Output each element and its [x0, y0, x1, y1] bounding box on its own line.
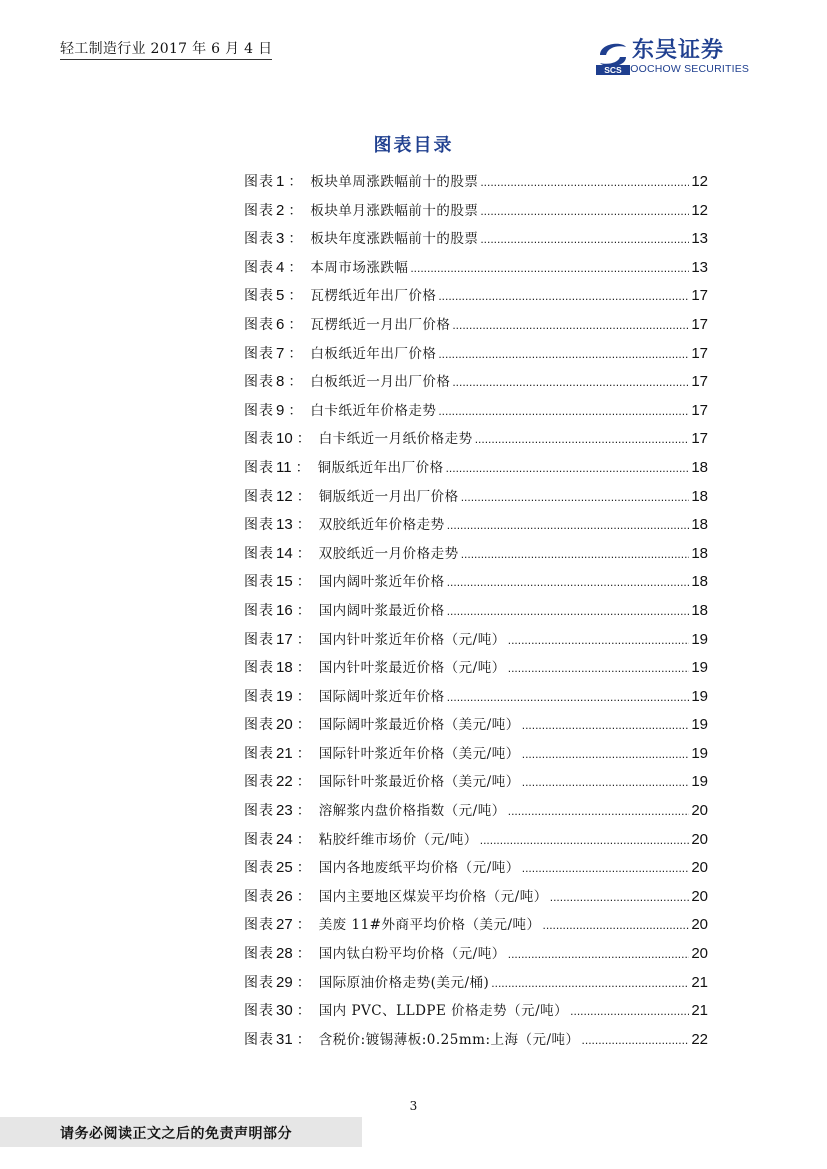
header-report-info: 轻工制造行业 2017 年 6 月 4 日	[60, 38, 272, 60]
toc-label: 含税价:镀锡薄板:0.25mm:上海（元/吨）	[318, 1031, 580, 1048]
toc-figure-prefix: 图表	[244, 288, 274, 305]
toc-colon: ：	[296, 1003, 311, 1020]
toc-entry[interactable]	[244, 542, 708, 571]
toc-figure-prefix: 图表	[244, 631, 274, 648]
toc-entry[interactable]	[244, 370, 708, 399]
toc-colon: ：	[296, 631, 311, 648]
toc-figure-number: 1	[276, 173, 285, 190]
toc-figure-prefix: 图表	[244, 545, 274, 562]
toc-dot-leader	[447, 690, 690, 704]
toc-colon: ：	[296, 774, 311, 791]
toc-page-number: 18	[691, 458, 708, 476]
toc-entry[interactable]	[244, 513, 708, 542]
toc-dot-leader	[522, 747, 690, 761]
toc-page-number: 22	[691, 1030, 708, 1048]
toc-figure-prefix: 图表	[244, 602, 274, 619]
toc-colon: ：	[296, 688, 311, 705]
toc-dot-leader	[461, 490, 690, 504]
toc-colon: ：	[296, 1031, 311, 1048]
toc-label: 国内各地废纸平均价格（元/吨）	[318, 860, 520, 877]
page-title: 图表目录	[373, 135, 454, 156]
toc-page-number: 18	[691, 544, 708, 562]
toc-page-number: 19	[691, 659, 708, 677]
toc-figure-number: 28	[276, 945, 293, 963]
toc-colon: ：	[296, 946, 311, 963]
toc-entry[interactable]	[244, 1028, 708, 1057]
toc-figure-number: 26	[276, 887, 293, 905]
toc-page-number: 18	[691, 573, 708, 591]
toc-figure-prefix: 图表	[244, 517, 274, 534]
toc-figure-number: 22	[276, 773, 293, 791]
toc-page-number: 19	[691, 744, 708, 762]
toc-label: 国际针叶浆近年价格（美元/吨）	[318, 745, 520, 762]
toc-figure-number: 3	[276, 230, 285, 248]
toc-figure-number: 29	[276, 973, 293, 991]
footer-bar	[0, 1117, 362, 1147]
toc-dot-leader	[480, 833, 690, 847]
company-logo	[596, 37, 761, 75]
toc-page-number: 12	[691, 201, 708, 219]
toc-figure-number: 30	[276, 1002, 293, 1020]
toc-entry[interactable]	[244, 599, 708, 628]
toc-figure-number: 4	[276, 258, 285, 276]
toc-entry[interactable]	[244, 913, 708, 942]
toc-dot-leader	[438, 289, 689, 303]
toc-figure-prefix: 图表	[244, 831, 274, 848]
toc-dot-leader	[508, 804, 690, 818]
toc-page-number: 18	[691, 516, 708, 534]
toc-label: 双胶纸近一月价格走势	[318, 545, 459, 562]
toc-figure-number: 19	[276, 687, 293, 705]
toc-figure-prefix: 图表	[244, 402, 274, 419]
toc-label: 国际阔叶浆近年价格	[318, 688, 445, 705]
toc-page-number: 17	[691, 430, 708, 448]
toc-label: 双胶纸近年价格走势	[318, 517, 445, 534]
toc-entry[interactable]	[244, 485, 708, 514]
logo-english-name: SOOCHOW SECURITIES	[623, 63, 750, 75]
toc-entry[interactable]	[244, 570, 708, 599]
toc-page-number: 13	[691, 230, 708, 248]
toc-figure-prefix: 图表	[244, 860, 274, 877]
toc-colon: ：	[288, 259, 303, 276]
toc-colon: ：	[288, 402, 303, 419]
toc-figure-prefix: 图表	[244, 374, 274, 391]
toc-label: 国际原油价格走势(美元/桶)	[318, 974, 490, 991]
toc-figure-number: 7	[276, 344, 285, 362]
toc-entry[interactable]	[244, 399, 708, 428]
toc-page-number: 20	[691, 887, 708, 905]
toc-page-number: 20	[691, 802, 708, 820]
toc-figure-number: 17	[276, 630, 293, 648]
toc-entry[interactable]	[244, 799, 708, 828]
toc-colon: ：	[288, 174, 303, 190]
toc-label: 国内 PVC、LLDPE 价格走势（元/吨）	[318, 1003, 569, 1020]
toc-page-number: 19	[691, 716, 708, 734]
toc-entry[interactable]	[244, 628, 708, 657]
toc-entry[interactable]	[244, 856, 708, 885]
toc-colon: ：	[296, 517, 311, 534]
toc-figure-number: 13	[276, 516, 293, 534]
toc-dot-leader	[570, 1004, 689, 1018]
toc-figure-number: 2	[276, 201, 285, 219]
toc-label: 板块年度涨跌幅前十的股票	[310, 231, 479, 248]
toc-label: 国内阔叶浆最近价格	[318, 602, 445, 619]
toc-colon: ：	[296, 860, 311, 877]
toc-colon: ：	[296, 917, 311, 934]
toc-entry[interactable]	[244, 170, 708, 199]
toc-label: 国内阔叶浆近年价格	[318, 574, 445, 591]
page-number: 3	[409, 1099, 418, 1113]
toc-colon: ：	[288, 345, 303, 362]
toc-dot-leader	[447, 604, 690, 618]
toc-entry[interactable]	[244, 971, 708, 1000]
toc-dot-leader	[543, 918, 690, 932]
toc-colon: ：	[295, 459, 310, 476]
toc-entry[interactable]	[244, 742, 708, 771]
toc-figure-number: 6	[276, 315, 285, 333]
toc-dot-leader	[410, 261, 689, 275]
toc-dot-leader	[522, 861, 690, 875]
toc-figure-prefix: 图表	[244, 174, 274, 190]
toc-entry[interactable]	[244, 885, 708, 914]
toc-label: 白卡纸近一月纸价格走势	[318, 431, 473, 448]
toc-figure-prefix: 图表	[244, 202, 274, 219]
toc-figure-prefix: 图表	[244, 660, 274, 677]
toc-figure-prefix: 图表	[244, 459, 274, 476]
toc-colon: ：	[296, 974, 311, 991]
toc-label: 国内针叶浆近年价格（元/吨）	[318, 631, 506, 648]
toc-entry[interactable]	[244, 199, 708, 228]
toc-colon: ：	[296, 488, 311, 505]
toc-page-number: 20	[691, 830, 708, 848]
toc-figure-prefix: 图表	[244, 231, 274, 248]
toc-page-number: 18	[691, 601, 708, 619]
toc-colon: ：	[296, 545, 311, 562]
toc-figure-number: 23	[276, 802, 293, 820]
toc-figure-number: 11	[276, 458, 292, 476]
toc-entry[interactable]	[244, 828, 708, 857]
toc-colon: ：	[296, 803, 311, 820]
toc-page-number: 20	[691, 916, 708, 934]
toc-label: 国内针叶浆最近价格（元/吨）	[318, 660, 506, 677]
toc-figure-prefix: 图表	[244, 888, 274, 905]
toc-label: 国内钛白粉平均价格（元/吨）	[318, 946, 506, 963]
toc-label: 板块单周涨跌幅前十的股票	[310, 174, 479, 190]
toc-entry[interactable]	[244, 284, 708, 313]
toc-label: 铜版纸近年出厂价格	[317, 459, 444, 476]
toc-figure-prefix: 图表	[244, 946, 274, 963]
toc-figure-number: 21	[276, 744, 293, 762]
logo-chinese-name: 东吴证券	[632, 38, 725, 63]
toc-figure-prefix: 图表	[244, 1031, 274, 1048]
toc-page-number: 19	[691, 687, 708, 705]
toc-figure-prefix: 图表	[244, 745, 274, 762]
toc-figure-prefix: 图表	[244, 259, 274, 276]
toc-figure-number: 10	[276, 430, 293, 448]
toc-figure-number: 9	[276, 401, 285, 419]
toc-entry[interactable]	[244, 342, 708, 371]
toc-figure-number: 16	[276, 601, 293, 619]
toc-dot-leader	[491, 976, 689, 990]
toc-page-number: 17	[691, 287, 708, 305]
toc-dot-leader	[438, 404, 689, 418]
toc-label: 粘胶纤维市场价（元/吨）	[318, 831, 478, 848]
toc-dot-leader	[452, 375, 689, 389]
toc-dot-leader	[447, 518, 690, 532]
toc-entry[interactable]	[244, 656, 708, 685]
toc-colon: ：	[296, 831, 311, 848]
toc-entry[interactable]	[244, 713, 708, 742]
toc-label: 国际阔叶浆最近价格（美元/吨）	[318, 717, 520, 734]
toc-page-number: 17	[691, 315, 708, 333]
toc-figure-prefix: 图表	[244, 345, 274, 362]
toc-label: 溶解浆内盘价格指数（元/吨）	[318, 803, 506, 820]
toc-label: 白板纸近年出厂价格	[310, 345, 437, 362]
toc-page-number: 17	[691, 401, 708, 419]
toc-entry[interactable]	[244, 942, 708, 971]
toc-dot-leader	[508, 661, 690, 675]
toc-figure-number: 18	[276, 659, 293, 677]
toc-figure-number: 27	[276, 916, 293, 934]
toc-colon: ：	[296, 745, 311, 762]
toc-entry[interactable]	[244, 456, 708, 485]
toc-figure-prefix: 图表	[244, 431, 274, 448]
toc-figure-number: 31	[276, 1030, 293, 1048]
toc-colon: ：	[296, 717, 311, 734]
toc-label: 国际针叶浆最近价格（美元/吨）	[318, 774, 520, 791]
toc-figure-number: 5	[276, 287, 285, 305]
toc-label: 白卡纸近年价格走势	[310, 402, 437, 419]
toc-page-number: 12	[691, 173, 708, 190]
toc-colon: ：	[288, 231, 303, 248]
toc-label: 国内主要地区煤炭平均价格（元/吨）	[318, 888, 548, 905]
table-of-figures	[244, 170, 708, 1056]
toc-figure-prefix: 图表	[244, 574, 274, 591]
footer-disclaimer: 请务必阅读正文之后的免责声明部分	[60, 1126, 292, 1142]
toc-dot-leader	[461, 547, 690, 561]
toc-colon: ：	[288, 202, 303, 219]
toc-page-number: 13	[691, 258, 708, 276]
toc-page-number: 17	[691, 344, 708, 362]
toc-dot-leader	[480, 175, 689, 189]
toc-dot-leader	[508, 633, 690, 647]
toc-dot-leader	[438, 347, 689, 361]
toc-label: 美废 11#外商平均价格（美元/吨）	[318, 917, 541, 934]
toc-figure-number: 15	[276, 573, 293, 591]
toc-figure-prefix: 图表	[244, 688, 274, 705]
toc-dot-leader	[582, 1033, 690, 1047]
toc-figure-prefix: 图表	[244, 774, 274, 791]
toc-colon: ：	[288, 288, 303, 305]
toc-page-number: 21	[691, 1002, 708, 1020]
toc-label: 瓦楞纸近年出厂价格	[310, 288, 437, 305]
toc-figure-number: 14	[276, 544, 293, 562]
toc-page-number: 19	[691, 630, 708, 648]
toc-figure-prefix: 图表	[244, 717, 274, 734]
toc-figure-number: 25	[276, 859, 293, 877]
toc-colon: ：	[288, 374, 303, 391]
toc-label: 本周市场涨跌幅	[310, 259, 409, 276]
toc-figure-prefix: 图表	[244, 488, 274, 505]
toc-page-number: 20	[691, 945, 708, 963]
toc-entry[interactable]	[244, 427, 708, 456]
toc-figure-prefix: 图表	[244, 917, 274, 934]
toc-page-number: 21	[691, 973, 708, 991]
toc-dot-leader	[480, 204, 689, 218]
toc-label: 白板纸近一月出厂价格	[310, 374, 451, 391]
toc-entry[interactable]	[244, 313, 708, 342]
toc-dot-leader	[522, 775, 690, 789]
toc-colon: ：	[296, 602, 311, 619]
toc-figure-number: 20	[276, 716, 293, 734]
toc-page-number: 20	[691, 859, 708, 877]
toc-dot-leader	[446, 461, 690, 475]
toc-figure-prefix: 图表	[244, 1003, 274, 1020]
toc-dot-leader	[480, 232, 689, 246]
toc-figure-number: 8	[276, 373, 285, 391]
toc-colon: ：	[296, 888, 311, 905]
toc-entry[interactable]	[244, 770, 708, 799]
toc-label: 瓦楞纸近一月出厂价格	[310, 316, 451, 333]
toc-dot-leader	[508, 947, 690, 961]
logo-mark-text: SCS	[604, 65, 622, 75]
toc-colon: ：	[296, 574, 311, 591]
toc-dot-leader	[522, 718, 690, 732]
toc-entry[interactable]	[244, 685, 708, 714]
toc-figure-prefix: 图表	[244, 974, 274, 991]
toc-figure-prefix: 图表	[244, 316, 274, 333]
toc-label: 铜版纸近一月出厂价格	[318, 488, 459, 505]
toc-page-number: 17	[691, 373, 708, 391]
toc-dot-leader	[452, 318, 689, 332]
toc-entry[interactable]	[244, 999, 708, 1028]
toc-page-number: 18	[691, 487, 708, 505]
toc-dot-leader	[550, 890, 690, 904]
toc-entry[interactable]	[244, 227, 708, 256]
toc-page-number: 19	[691, 773, 708, 791]
toc-colon: ：	[288, 316, 303, 333]
toc-dot-leader	[447, 575, 690, 589]
toc-colon: ：	[296, 431, 311, 448]
toc-dot-leader	[475, 432, 690, 446]
toc-colon: ：	[296, 660, 311, 677]
toc-figure-prefix: 图表	[244, 803, 274, 820]
toc-figure-number: 12	[276, 487, 293, 505]
toc-entry[interactable]	[244, 256, 708, 285]
toc-figure-number: 24	[276, 830, 293, 848]
toc-label: 板块单月涨跌幅前十的股票	[310, 202, 479, 219]
